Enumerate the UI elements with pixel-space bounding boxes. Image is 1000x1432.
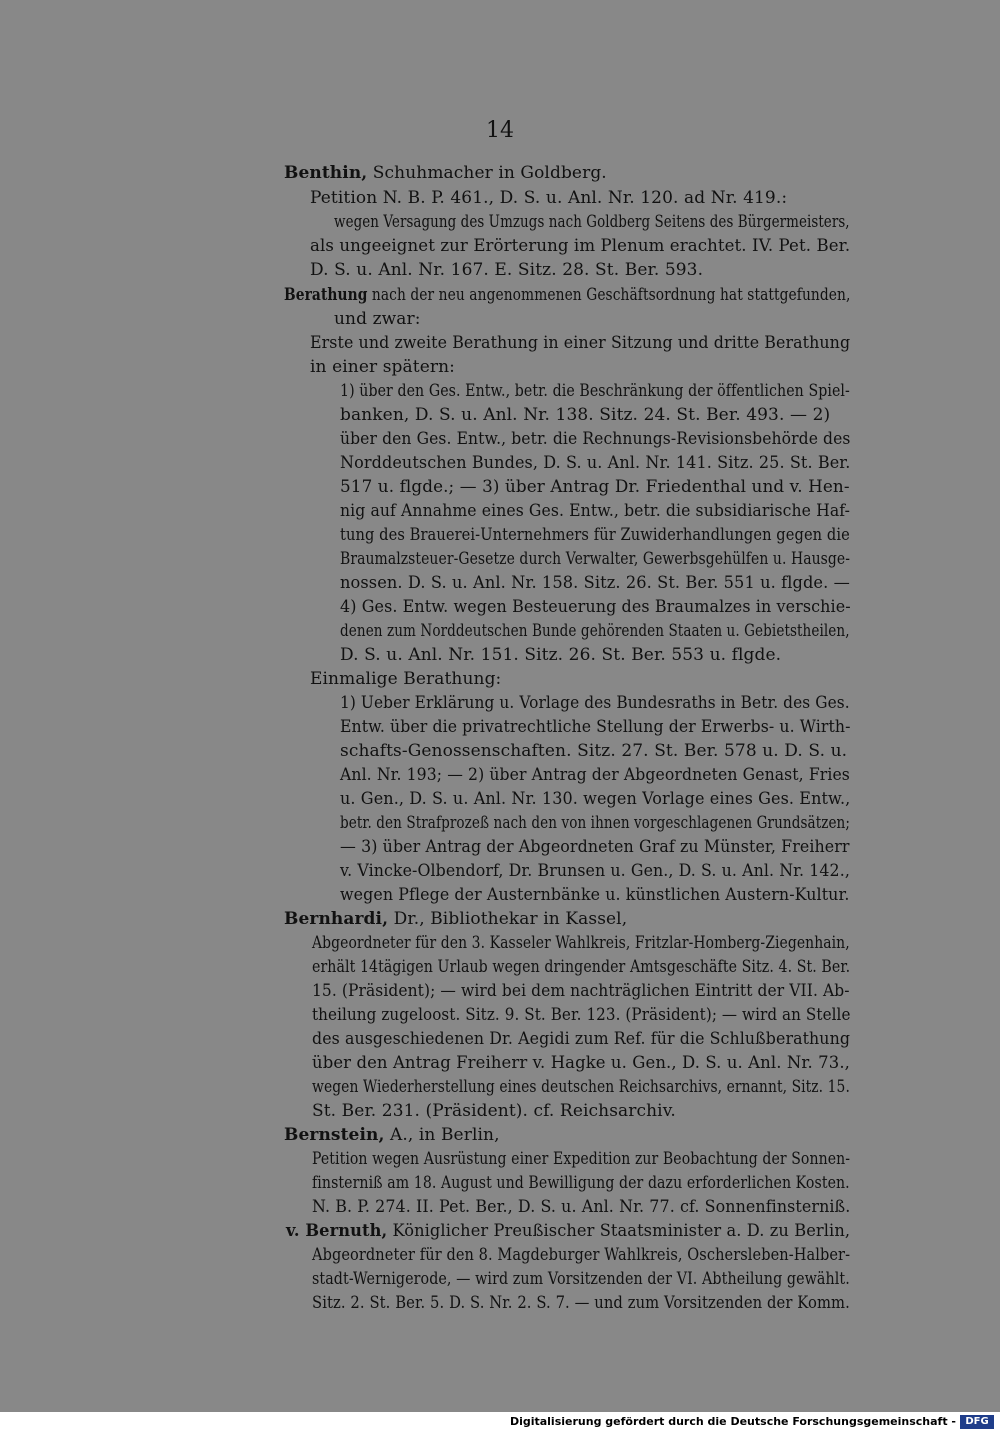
text-line <box>284 284 850 306</box>
entry-heading: Bernhardi, <box>284 909 389 929</box>
line-text: schafts-Genossenschaften. Sitz. 27. St. Ber. 578 u. D. S. u. <box>340 741 848 761</box>
text-line <box>340 620 850 642</box>
line-text: A., in Berlin, <box>384 1125 500 1145</box>
text-line <box>334 308 421 330</box>
text-line <box>334 211 850 233</box>
line-text: wegen Pflege der Austernbänke u. künstlichen Austern-Kultur. <box>340 885 850 905</box>
text-line <box>284 1124 500 1146</box>
line-text: Dr., Bibliothekar in Kassel, <box>388 909 628 929</box>
line-text: Abgeordneter für den 3. Kasseler Wahlkreis, Fritzlar-Homberg-Ziegenhain, <box>312 933 850 953</box>
line-text: Einmalige Berathung: <box>310 669 502 689</box>
text-line <box>340 452 850 474</box>
line-text: 1) Ueber Erklärung u. Vorlage des Bundesraths in Betr. des Ges. <box>340 693 850 713</box>
line-text: Königlicher Preußischer Staatsminister a. D. zu Berlin, <box>387 1221 851 1241</box>
text-line <box>340 404 830 426</box>
text-line <box>340 764 850 786</box>
text-line <box>312 1100 676 1122</box>
line-text: Braumalzsteuer-Gesetze durch Verwalter, Gewerbsgehülfen u. Hausge- <box>340 549 851 569</box>
line-text: Erste und zweite Berathung in einer Sitzung und dritte Berathung <box>310 333 851 353</box>
line-text: St. Ber. 231. (Präsident). cf. Reichsarchiv. <box>312 1101 676 1121</box>
line-text: erhält 14tägigen Urlaub wegen dringender Amtsgeschäfte Sitz. 4. St. Ber. <box>312 957 851 977</box>
text-line <box>340 836 850 858</box>
text-line <box>340 524 850 546</box>
line-text: finsterniß am 18. August und Bewilligung der dazu erforderlichen Kosten. <box>312 1173 850 1193</box>
footer-credit: Digitalisierung gefördert durch die Deutsche Forschungsgemeinschaft - <box>509 1415 956 1428</box>
line-text: Schuhmacher in Goldberg. <box>367 163 607 183</box>
text-line <box>310 259 703 281</box>
line-text: in einer spätern: <box>310 357 455 377</box>
text-line <box>286 1220 850 1242</box>
text-line <box>340 884 850 906</box>
text-line <box>312 1148 850 1170</box>
text-line <box>340 476 850 498</box>
text-line <box>340 596 851 618</box>
line-text: des ausgeschiedenen Dr. Aegidi zum Ref. für die Schlußberathung <box>312 1029 851 1049</box>
line-text: Norddeutschen Bundes, D. S. u. Anl. Nr. 141. Sitz. 25. St. Ber. <box>340 453 851 473</box>
line-text: Anl. Nr. 193; — 2) über Antrag der Abgeordneten Genast, Fries <box>340 765 850 785</box>
line-text: 517 u. flgde.; — 3) über Antrag Dr. Friedenthal und v. Hen- <box>340 477 850 497</box>
text-line <box>340 740 847 762</box>
text-line <box>340 548 850 570</box>
line-text: theilung zugeloost. Sitz. 9. St. Ber. 123. (Präsident); — wird an Stelle <box>312 1005 851 1025</box>
line-text: nig auf Annahme eines Ges. Entw., betr. die subsidiarische Haf- <box>340 501 851 521</box>
text-line <box>340 572 850 594</box>
line-text: über den Antrag Freiherr v. Hagke u. Gen., D. S. u. Anl. Nr. 73., <box>312 1053 850 1073</box>
line-text: D. S. u. Anl. Nr. 167. E. Sitz. 28. St. Ber. 593. <box>310 260 704 280</box>
text-line <box>340 812 850 834</box>
page-number: 14 <box>486 118 514 143</box>
text-line <box>340 428 851 450</box>
line-text: — 3) über Antrag der Abgeordneten Graf zu Münster, Freiherr <box>340 837 850 857</box>
line-text: u. Gen., D. S. u. Anl. Nr. 130. wegen Vorlage eines Ges. Entw., <box>340 789 851 809</box>
text-line <box>340 860 850 882</box>
text-line <box>312 1076 850 1098</box>
line-text: betr. den Strafprozeß nach den von ihnen vorgeschlagenen Grundsätzen; <box>340 813 851 833</box>
text-line <box>340 788 850 810</box>
line-text: als ungeeignet zur Erörterung im Plenum erachtet. IV. Pet. Ber. <box>310 236 851 256</box>
entry-heading: Bernstein, <box>284 1125 385 1145</box>
text-line <box>340 692 850 714</box>
line-text: Sitz. 2. St. Ber. 5. D. S. Nr. 2. S. 7. — und zum Vorsitzenden der Komm. <box>312 1293 850 1313</box>
text-line <box>310 187 787 209</box>
line-text: D. S. u. Anl. Nr. 151. Sitz. 26. St. Ber. 553 u. flgde. <box>340 645 782 665</box>
text-line <box>340 500 850 522</box>
text-line <box>310 668 501 690</box>
text-line <box>312 1244 850 1266</box>
text-line <box>312 1052 850 1074</box>
line-text: nach der neu angenommenen Geschäftsordnung hat stattgefunden, <box>367 285 851 305</box>
line-text: nossen. D. S. u. Anl. Nr. 158. Sitz. 26. St. Ber. 551 u. flgde. — <box>340 573 850 593</box>
line-text: Abgeordneter für den 8. Magdeburger Wahlkreis, Oschersleben-Halber- <box>312 1245 851 1265</box>
line-text: N. B. P. 274. II. Pet. Ber., D. S. u. Anl. Nr. 77. cf. Sonnenfinsterniß. <box>312 1197 851 1217</box>
line-text: wegen Versagung des Umzugs nach Goldberg Seitens des Bürgermeisters, <box>334 212 850 232</box>
text-line <box>312 1292 850 1314</box>
text-line <box>340 644 781 666</box>
text-line <box>284 162 607 184</box>
text-line <box>340 380 850 402</box>
line-text: tung des Brauerei-Unternehmers für Zuwiderhandlungen gegen die <box>340 525 850 545</box>
text-line <box>312 1268 850 1290</box>
line-text: 15. (Präsident); — wird bei dem nachträglichen Eintritt der VII. Ab- <box>312 981 850 1001</box>
line-text: v. Vincke-Olbendorf, Dr. Brunsen u. Gen., D. S. u. Anl. Nr. 142., <box>340 861 850 881</box>
dfg-logo: DFG <box>960 1415 994 1429</box>
text-line <box>310 332 850 354</box>
text-line <box>340 716 850 738</box>
line-text: 4) Ges. Entw. wegen Besteuerung des Braumalzes in verschie- <box>340 597 851 617</box>
text-line <box>310 235 850 257</box>
line-text: denen zum Norddeutschen Bunde gehörenden Staaten u. Gebietstheilen, <box>340 621 850 641</box>
line-text: banken, D. S. u. Anl. Nr. 138. Sitz. 24. St. Ber. 493. — 2) <box>340 405 831 425</box>
entry-heading: v. Bernuth, <box>286 1221 388 1241</box>
text-line <box>312 1172 850 1194</box>
line-text: Entw. über die privatrechtliche Stellung der Erwerbs- u. Wirth- <box>340 717 851 737</box>
entry-heading: Benthin, <box>284 163 368 183</box>
text-line <box>284 908 627 930</box>
line-text: 1) über den Ges. Entw., betr. die Beschränkung der öffentlichen Spiel- <box>340 381 850 401</box>
text-line <box>312 956 850 978</box>
entry-heading: Berathung <box>284 285 368 305</box>
line-text: und zwar: <box>334 309 421 329</box>
line-text: Petition wegen Ausrüstung einer Expedition zur Beobachtung der Sonnen- <box>312 1149 851 1169</box>
text-line <box>312 1028 850 1050</box>
text-line <box>310 356 455 378</box>
line-text: über den Ges. Entw., betr. die Rechnungs-Revisionsbehörde des <box>340 429 851 449</box>
line-text: Petition N. B. P. 461., D. S. u. Anl. Nr. 120. ad Nr. 419.: <box>310 188 788 208</box>
text-line <box>312 1004 851 1026</box>
footer-bar <box>0 1412 1000 1432</box>
line-text: wegen Wiederherstellung eines deutschen Reichsarchivs, ernannt, Sitz. 15. <box>312 1077 850 1097</box>
text-line <box>312 980 850 1002</box>
text-line <box>312 932 850 954</box>
text-line <box>312 1196 850 1218</box>
line-text: stadt-Wernigerode, — wird zum Vorsitzenden der VI. Abtheilung gewählt. <box>312 1269 850 1289</box>
